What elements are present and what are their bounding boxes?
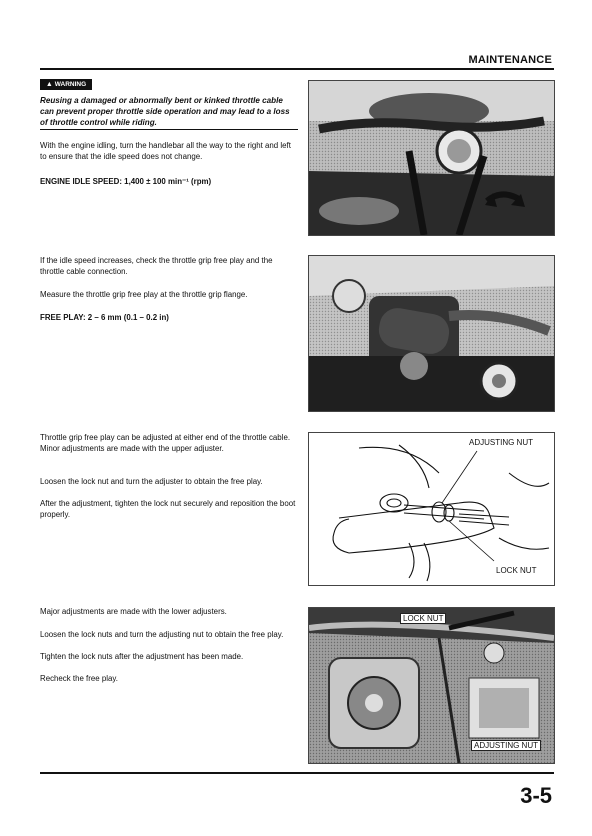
free-play-spec: FREE PLAY: 2 – 6 mm (0.1 – 0.2 in) (40, 313, 169, 322)
footer-rule (40, 772, 554, 774)
idle-check-text: With the engine idling, turn the handlebar all the way to the right and left to ensure that the idle speed does not change. (40, 141, 291, 162)
recheck-free-play-text: Recheck the free play. (40, 674, 118, 683)
upper-adjuster-diagram (308, 432, 555, 586)
warning-badge-label: WARNING (54, 81, 87, 88)
section-title: MAINTENANCE (468, 54, 552, 66)
warning-text: Reusing a damaged or abnormally bent or kinked throttle cable can prevent proper throttle side operation and may lead to a loss of throttle control while riding. (40, 96, 290, 127)
tighten-lock-nuts-text: Tighten the lock nuts after the adjustment has been made. (40, 652, 244, 661)
handlebar-photo (308, 80, 555, 236)
loosen-lock-nut-text: Loosen the lock nut and turn the adjuster to obtain the free play. (40, 477, 263, 486)
warning-badge (40, 79, 92, 90)
lock-nut-label: LOCK NUT (400, 613, 446, 624)
lower-adjuster-photo (308, 607, 555, 764)
page-number: 3-5 (520, 783, 552, 808)
lock-nut-label: LOCK NUT (496, 566, 537, 575)
minor-adjust-text: Throttle grip free play can be adjusted at either end of the throttle cable. Minor adjustments are made with the upper adjuster. (40, 433, 291, 454)
adjusting-nut-label: ADJUSTING NUT (469, 438, 533, 447)
adjusting-nut-label: ADJUSTING NUT (471, 740, 541, 751)
idle-increase-text: If the idle speed increases, check the throttle grip free play and the throttle cable connection. (40, 256, 273, 277)
major-adjust-text: Major adjustments are made with the lower adjusters. (40, 607, 227, 616)
tighten-lock-nut-text: After the adjustment, tighten the lock nut securely and reposition the boot properly. (40, 499, 296, 520)
throttle-grip-photo (308, 255, 555, 412)
idle-speed-spec: ENGINE IDLE SPEED: 1,400 ± 100 min⁻¹ (rpm) (40, 177, 212, 186)
warning-rule (40, 129, 298, 130)
loosen-lock-nuts-text: Loosen the lock nuts and turn the adjusting nut to obtain the free play. (40, 630, 284, 639)
measure-free-play-text: Measure the throttle grip free play at the throttle grip flange. (40, 290, 248, 299)
warning-triangle-icon: ▲ (45, 81, 53, 88)
header-rule (40, 68, 554, 70)
